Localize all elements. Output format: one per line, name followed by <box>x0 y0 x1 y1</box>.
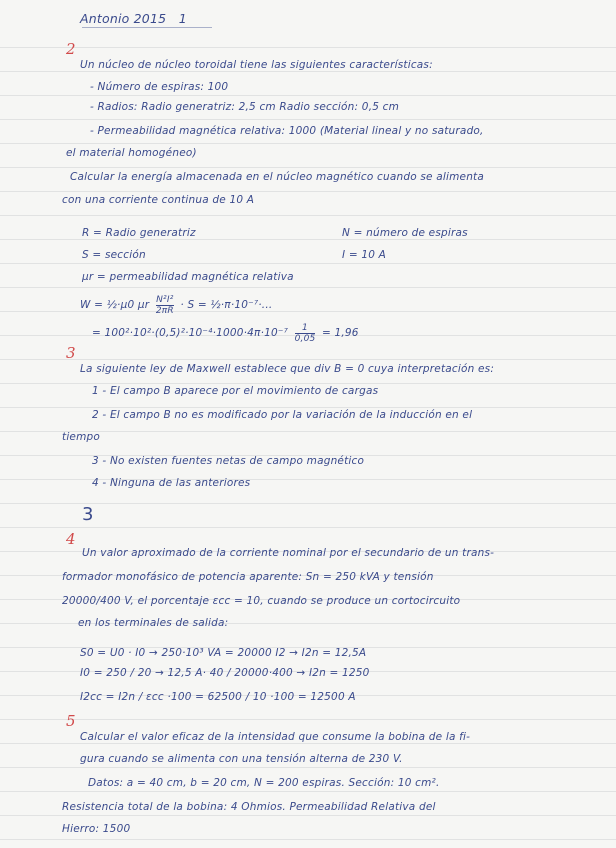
q2-data-i: I = 10 A <box>342 249 387 261</box>
q2-line: Calcular la energía almacenada en el núcleo magnético cuando se alimenta <box>70 171 484 183</box>
q2-data-r: R = Radio generatriz <box>82 227 196 239</box>
q3-option-4: 4 - Ninguna de las anteriores <box>92 477 251 489</box>
q2-line: - Radios: Radio generatriz: 2,5 cm Radio sección: 0,5 cm <box>90 101 400 113</box>
q2-equation-2: = 100²·10²·(0,5)²·10⁻⁴·1000·4π·10⁻⁷ $\frac{1}{0,05}$ = 1,96 <box>92 322 359 344</box>
question-number-4: 4 <box>66 530 76 548</box>
q3-option-1: 1 - El campo B aparece por el movimiento de cargas <box>92 385 379 397</box>
q5-line: Hierro: 1500 <box>62 823 131 835</box>
question-number-5: 5 <box>66 712 76 730</box>
page-title: Antonio 2015 1 <box>80 11 187 26</box>
q4-calc-2: I0 = 250 / 20 → 12,5 A· 40 / 20000·400 → I2n = 1250 <box>80 667 370 679</box>
q3-answer: 3 <box>82 504 94 525</box>
q3-option-2: 2 - El campo B no es modificado por la variación de la inducción en el <box>92 409 473 421</box>
question-number-2: 2 <box>66 40 76 58</box>
q2-eq2-fraction: $\frac{1}{0,05}$ <box>294 322 316 344</box>
page-number: 1 <box>178 11 187 26</box>
q3-statement: La siguiente ley de Maxwell establece que div B = 0 cuya interpretación es: <box>80 363 495 375</box>
q2-line: Un núcleo de núcleo toroidal tiene las siguientes características: <box>80 59 433 71</box>
q4-line: en los terminales de salida: <box>78 617 229 629</box>
q2-data-n: N = número de espiras <box>342 227 468 239</box>
q4-calc-3: I2cc = I2n / εcc ·100 = 62500 / 10 ·100 = 12500 A <box>80 691 356 703</box>
title-underline <box>82 27 212 28</box>
q5-line: gura cuando se alimenta con una tensión alterna de 230 V. <box>80 753 403 765</box>
q5-line: Datos: a = 40 cm, b = 20 cm, N = 200 espiras. Sección: 10 cm². <box>88 777 440 789</box>
q2-line: el material homogéneo) <box>66 147 197 159</box>
q5-line: Calcular el valor eficaz de la intensidad que consume la bobina de la fi- <box>80 731 471 743</box>
q2-line: - Permeabilidad magnética relativa: 1000 (Material lineal y no saturado, <box>90 125 484 137</box>
q4-line: 20000/400 V, el porcentaje εcc = 10, cuando se produce un cortocircuito <box>62 595 461 607</box>
q4-line: formador monofásico de potencia aparente: Sn = 250 kVA y tensión <box>62 571 434 583</box>
q2-line: - Número de espiras: 100 <box>90 81 229 93</box>
q2-equation-1: W = ½·μ0 μr $\frac{\text{N²I²}}{2\pi R}$ · S = ½·π·10⁻⁷·... <box>80 294 273 316</box>
q2-line: con una corriente continua de 10 A <box>62 194 255 206</box>
q2-data-s: S = sección <box>82 249 146 261</box>
q3-option-3: 3 - No existen fuentes netas de campo magnético <box>92 455 365 467</box>
question-number-3: 3 <box>66 344 76 362</box>
q2-eq1-fraction: $\frac{\text{N²I²}}{2\pi R}$ <box>155 294 174 316</box>
q5-line: Resistencia total de la bobina: 4 Ohmios. Permeabilidad Relativa del <box>62 801 436 813</box>
q2-data-mu: μr = permeabilidad magnética relativa <box>82 271 294 283</box>
q4-calc-1: S0 = U0 · I0 → 250·10³ VA = 20000 I2 → I2n = 12,5A <box>80 647 367 659</box>
q3-option-2-cont: tiempo <box>62 431 101 443</box>
q4-line: Un valor aproximado de la corriente nominal por el secundario de un trans- <box>82 547 495 559</box>
